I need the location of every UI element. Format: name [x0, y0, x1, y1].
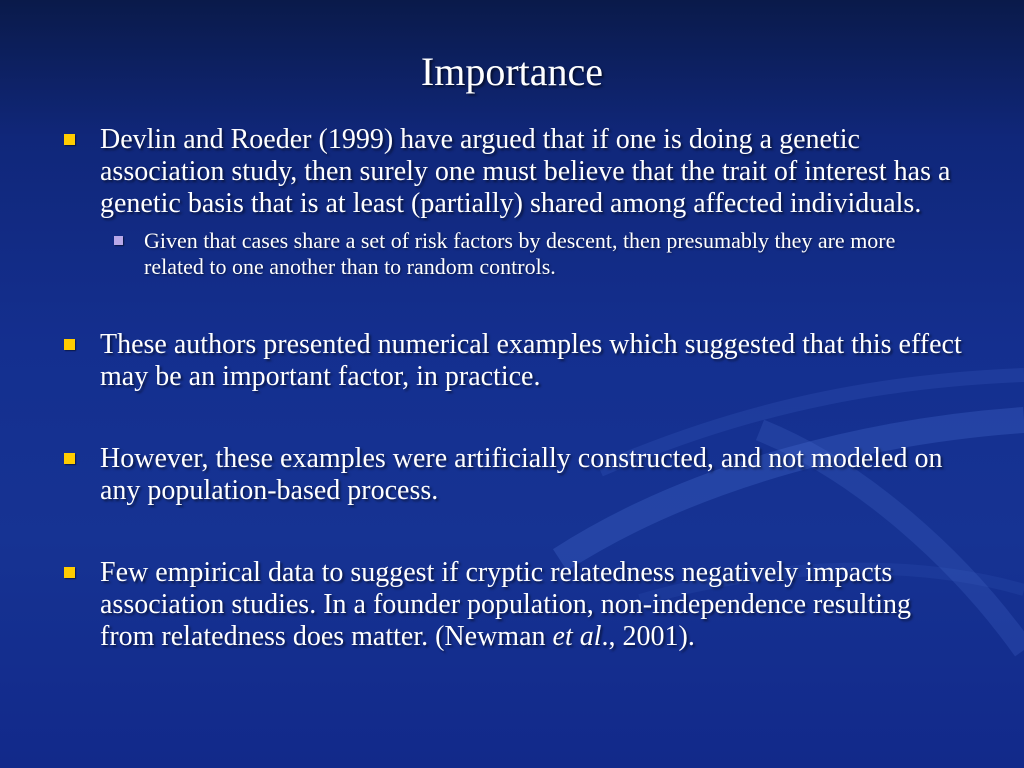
sub-bullet-item	[144, 228, 944, 280]
bullet-text: However, these examples were artificially constructed, and not modeled on any population-based process.	[100, 443, 943, 506]
bullet-square-icon	[64, 453, 75, 464]
bullet-square-icon	[64, 339, 75, 350]
sub-bullet-text: Given that cases share a set of risk factors by descent, then presumably they are more related to one another than to random controls.	[144, 228, 896, 279]
bullet-text-before: Few empirical data to suggest if cryptic relatedness negatively impacts association studies. In a founder population, non-independence resulting from relatedness does matter. (Newman	[100, 557, 912, 652]
sub-bullet-square-icon	[114, 236, 123, 245]
bullet-list	[62, 124, 962, 653]
bullet-square-icon	[64, 567, 75, 578]
bullet-item	[62, 443, 962, 507]
bullet-text-after: ., 2001).	[601, 621, 695, 652]
bullet-item	[62, 557, 962, 653]
bullet-square-icon	[64, 134, 75, 145]
slide-title: Importance	[420, 49, 604, 94]
bullet-item	[62, 124, 962, 220]
bullet-text: These authors presented numerical examples which suggested that this effect may be an important factor, in practice.	[100, 329, 962, 392]
bullet-text-italic: et al	[552, 621, 602, 652]
bullet-text: Devlin and Roeder (1999) have argued that if one is doing a genetic association study, then surely one must believe that the trait of interest has a genetic basis that is at least (partially) shared among affected individuals.	[100, 124, 951, 219]
bullet-item	[62, 329, 962, 393]
